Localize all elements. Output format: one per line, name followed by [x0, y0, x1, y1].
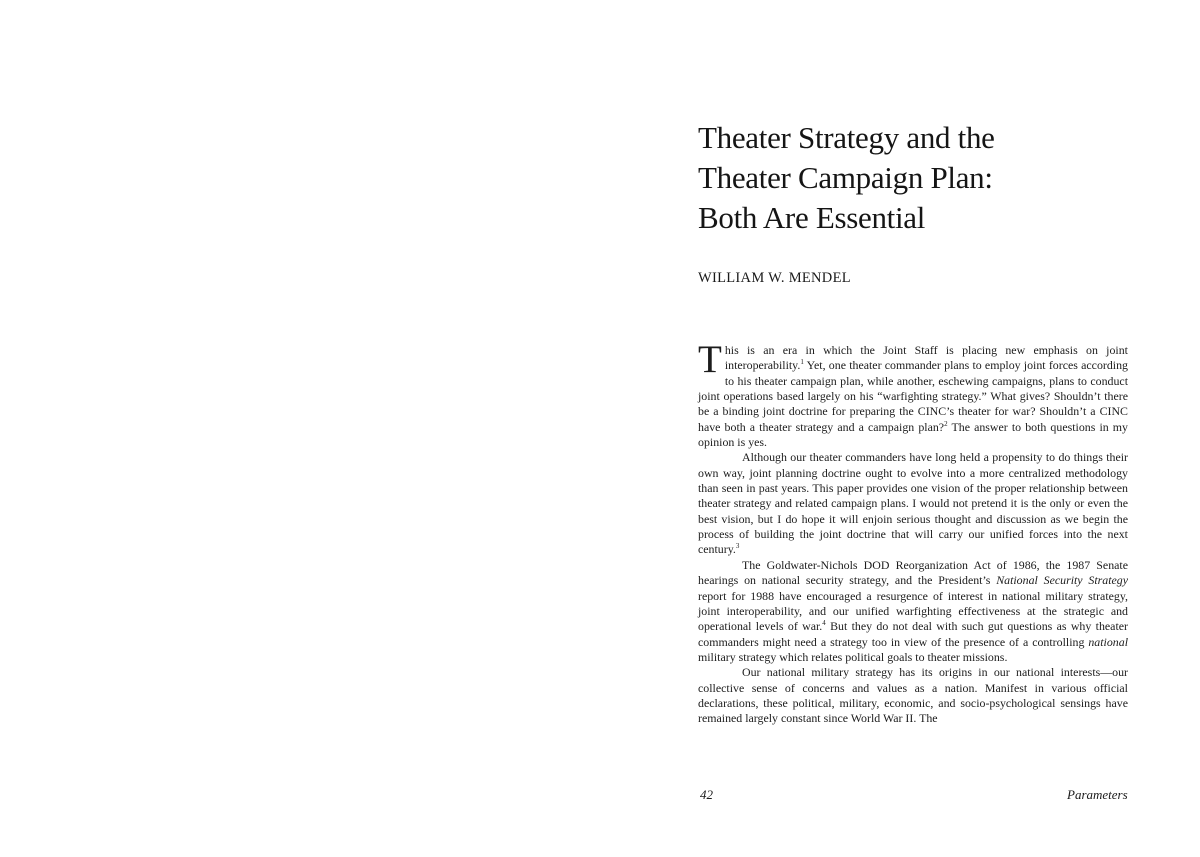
text-run: military strategy which relates political goals to theater missions. — [698, 649, 1008, 664]
text-run: Although our theater commanders have long held a propensity to do things their own way, joint planning doctrine ought to evolve into a more centralized methodology than seen in past years. This paper provides one vision of the proper relationship between theater strategy and related campaign plans. I would not pretend it is the only or even the best vision, but I do hope it will enjoin serious thought and discussion as we begin the process of building the joint doctrine that will carry our unified forces into the next century. — [698, 450, 1128, 557]
text-run: Our national military strategy has its origins in our national interests—our collective sense of concerns and values as a nation. Manifest in various official declarations, these political, military, economic, and socio-psychological sensings have remained largely constant since World War II. The — [698, 665, 1128, 726]
drop-cap: T — [698, 338, 722, 381]
page-number: 42 — [700, 787, 713, 802]
journal-name: Parameters — [1067, 787, 1128, 802]
footnote-marker: 1 — [800, 358, 804, 367]
footnote-marker: 3 — [735, 542, 740, 551]
article-author: WILLIAM W. MENDEL — [698, 270, 851, 286]
text-run: The Goldwater-Nichols DOD Reorganization Act of 1986, the 1987 Senate hearings on national security strategy, and the President’s — [698, 557, 1128, 588]
body-paragraph — [698, 665, 1128, 726]
article-body — [698, 338, 1129, 727]
body-paragraph — [698, 450, 1128, 557]
italic-text: national — [1088, 634, 1128, 649]
text-run: Yet, one theater commander plans to employ joint forces according to his theater campaign plan, while another, eschewing campaigns, plans to conduct joint operations based largely on his “warfighting strategy.” What gives? Shouldn’t there be a binding joint doctrine for preparing the CINC’s theater for war? Shouldn’t a CINC have both a theater strategy and a campaign plan? — [698, 358, 1128, 434]
footnote-marker: 4 — [822, 619, 826, 628]
body-paragraph — [698, 338, 1129, 450]
body-paragraph — [698, 558, 1128, 665]
title-line: Theater Campaign Plan: — [698, 160, 993, 195]
text-run: The answer to both questions in my opinion is yes. — [698, 419, 1129, 450]
title-line: Both Are Essential — [698, 200, 926, 235]
footnote-marker: 2 — [944, 419, 948, 428]
text-run: his is an era in which the Joint Staff is placing new emphasis on joint interoperability. — [724, 343, 1128, 373]
text-run: report for 1988 have encouraged a resurgence of interest in national military strategy, joint interoperability, and our unified warfighting effectiveness at the strategic and operational levels of war. — [698, 588, 1128, 634]
text-run: But they do not deal with such gut questions as why theater commanders might need a strategy too in view of the presence of a controlling — [698, 619, 1128, 649]
italic-text: National Security Strategy — [996, 573, 1128, 588]
article-title — [698, 118, 1138, 238]
title-line: Theater Strategy and the — [698, 120, 995, 155]
